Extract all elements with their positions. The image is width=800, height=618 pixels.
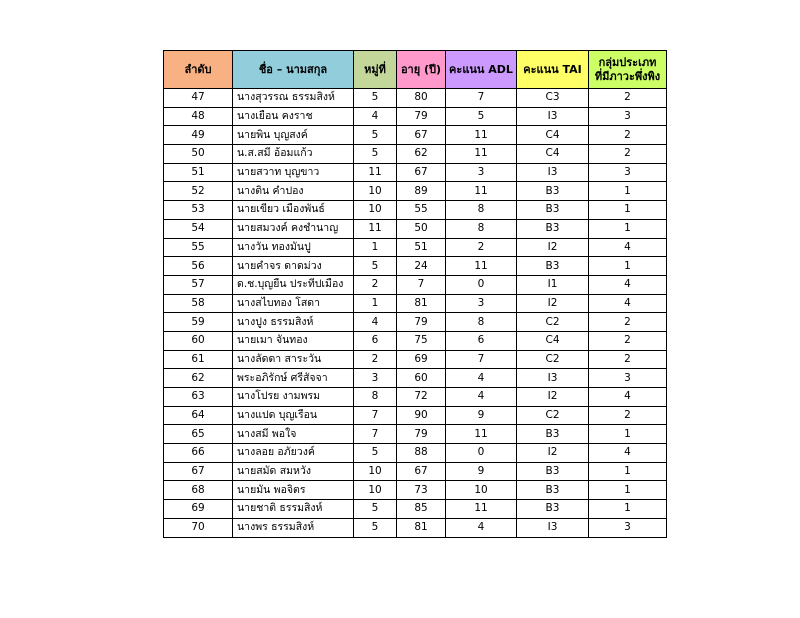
- cell-adl: 5: [446, 107, 517, 126]
- cell-group: 3: [589, 369, 667, 388]
- cell-age: 88: [397, 444, 446, 463]
- cell-name: นายเมา จันทอง: [233, 331, 354, 350]
- cell-no: 47: [164, 89, 233, 108]
- cell-age: 80: [397, 89, 446, 108]
- cell-village: 5: [354, 257, 397, 276]
- cell-name: นายพิน บุญสงค์: [233, 126, 354, 145]
- table-row: [164, 406, 667, 425]
- cell-adl: 2: [446, 238, 517, 257]
- cell-village: 5: [354, 89, 397, 108]
- cell-adl: 4: [446, 369, 517, 388]
- cell-village: 3: [354, 369, 397, 388]
- cell-tai: B3: [517, 201, 589, 220]
- cell-village: 10: [354, 182, 397, 201]
- table-row: [164, 331, 667, 350]
- table-row: [164, 238, 667, 257]
- cell-adl: 11: [446, 500, 517, 519]
- header-group-line2: ที่มีภาวะพึ่งพิง: [594, 69, 661, 83]
- cell-age: 72: [397, 388, 446, 407]
- header-row: [164, 51, 667, 89]
- table-row: [164, 425, 667, 444]
- cell-group: 2: [589, 313, 667, 332]
- cell-group: 4: [589, 388, 667, 407]
- cell-age: 67: [397, 163, 446, 182]
- table-row: [164, 518, 667, 537]
- cell-tai: C2: [517, 350, 589, 369]
- cell-name: นายคำจร ดาดม่วง: [233, 257, 354, 276]
- table-row: [164, 275, 667, 294]
- table-row: [164, 294, 667, 313]
- table-row: [164, 462, 667, 481]
- cell-name: ด.ช.บุญยืน ประทีปเมือง: [233, 275, 354, 294]
- table-row: [164, 350, 667, 369]
- cell-no: 58: [164, 294, 233, 313]
- cell-adl: 11: [446, 257, 517, 276]
- table-row: [164, 500, 667, 519]
- cell-group: 3: [589, 163, 667, 182]
- cell-no: 70: [164, 518, 233, 537]
- cell-age: 62: [397, 145, 446, 164]
- cell-no: 49: [164, 126, 233, 145]
- header-name: ชื่อ – นามสกุล: [233, 51, 354, 89]
- cell-adl: 3: [446, 294, 517, 313]
- cell-age: 89: [397, 182, 446, 201]
- cell-tai: B3: [517, 481, 589, 500]
- cell-adl: 9: [446, 406, 517, 425]
- cell-tai: B3: [517, 219, 589, 238]
- cell-group: 1: [589, 201, 667, 220]
- cell-no: 53: [164, 201, 233, 220]
- cell-age: 69: [397, 350, 446, 369]
- cell-tai: I2: [517, 388, 589, 407]
- cell-village: 5: [354, 145, 397, 164]
- table-row: [164, 257, 667, 276]
- cell-tai: B3: [517, 425, 589, 444]
- table-row: [164, 219, 667, 238]
- cell-adl: 9: [446, 462, 517, 481]
- table-row: [164, 163, 667, 182]
- cell-tai: B3: [517, 462, 589, 481]
- cell-adl: 7: [446, 350, 517, 369]
- cell-age: 55: [397, 201, 446, 220]
- table-row: [164, 388, 667, 407]
- cell-age: 73: [397, 481, 446, 500]
- cell-group: 4: [589, 444, 667, 463]
- cell-group: 2: [589, 126, 667, 145]
- cell-age: 90: [397, 406, 446, 425]
- cell-age: 79: [397, 313, 446, 332]
- cell-no: 68: [164, 481, 233, 500]
- cell-group: 1: [589, 500, 667, 519]
- cell-village: 2: [354, 350, 397, 369]
- cell-no: 69: [164, 500, 233, 519]
- cell-adl: 10: [446, 481, 517, 500]
- cell-tai: I3: [517, 107, 589, 126]
- cell-group: 2: [589, 406, 667, 425]
- cell-tai: B3: [517, 500, 589, 519]
- cell-no: 66: [164, 444, 233, 463]
- cell-group: 4: [589, 275, 667, 294]
- cell-village: 1: [354, 294, 397, 313]
- cell-age: 81: [397, 294, 446, 313]
- cell-group: 1: [589, 257, 667, 276]
- cell-adl: 4: [446, 518, 517, 537]
- cell-tai: I3: [517, 369, 589, 388]
- cell-no: 54: [164, 219, 233, 238]
- cell-group: 1: [589, 481, 667, 500]
- table-row: [164, 369, 667, 388]
- table-row: [164, 201, 667, 220]
- cell-no: 50: [164, 145, 233, 164]
- header-adl: คะแนน ADL: [446, 51, 517, 89]
- cell-village: 11: [354, 163, 397, 182]
- cell-village: 4: [354, 107, 397, 126]
- cell-adl: 8: [446, 201, 517, 220]
- table-row: [164, 444, 667, 463]
- cell-adl: 11: [446, 182, 517, 201]
- cell-name: นางโปรย งามพรม: [233, 388, 354, 407]
- cell-adl: 0: [446, 275, 517, 294]
- cell-village: 1: [354, 238, 397, 257]
- cell-group: 2: [589, 350, 667, 369]
- cell-tai: C3: [517, 89, 589, 108]
- cell-name: นายมัน พอจิตร: [233, 481, 354, 500]
- cell-name: นางวัน ทองมันปู: [233, 238, 354, 257]
- cell-group: 1: [589, 425, 667, 444]
- cell-name: นางสมี พอใจ: [233, 425, 354, 444]
- cell-age: 67: [397, 126, 446, 145]
- table-body: [164, 89, 667, 538]
- cell-name: นายสวาท บุญขาว: [233, 163, 354, 182]
- cell-name: นายสมัด สมหวัง: [233, 462, 354, 481]
- cell-age: 79: [397, 425, 446, 444]
- cell-adl: 11: [446, 126, 517, 145]
- cell-name: นายชาติ ธรรมสิงห์: [233, 500, 354, 519]
- cell-village: 11: [354, 219, 397, 238]
- header-no: ลำดับ: [164, 51, 233, 89]
- cell-name: นางลัดดา สาระวัน: [233, 350, 354, 369]
- cell-group: 1: [589, 462, 667, 481]
- cell-no: 64: [164, 406, 233, 425]
- header-tai: คะแนน TAI: [517, 51, 589, 89]
- cell-tai: B3: [517, 257, 589, 276]
- cell-tai: C2: [517, 406, 589, 425]
- cell-age: 75: [397, 331, 446, 350]
- table-row: [164, 89, 667, 108]
- cell-name: นางสุวรรณ ธรรมสิงห์: [233, 89, 354, 108]
- cell-village: 10: [354, 481, 397, 500]
- cell-name: นางพร ธรรมสิงห์: [233, 518, 354, 537]
- cell-tai: C4: [517, 145, 589, 164]
- cell-no: 55: [164, 238, 233, 257]
- cell-group: 3: [589, 518, 667, 537]
- cell-no: 67: [164, 462, 233, 481]
- cell-village: 7: [354, 425, 397, 444]
- cell-name: นางลอย อภัยวงค์: [233, 444, 354, 463]
- cell-no: 56: [164, 257, 233, 276]
- cell-village: 5: [354, 126, 397, 145]
- cell-village: 10: [354, 201, 397, 220]
- cell-group: 4: [589, 238, 667, 257]
- header-village: หมู่ที่: [354, 51, 397, 89]
- cell-name: นายสมวงค์ คงชำนาญ: [233, 219, 354, 238]
- cell-tai: I3: [517, 163, 589, 182]
- cell-name: พระอภิรักษ์ ศรีสัจจา: [233, 369, 354, 388]
- header-age: อายุ (ปี): [397, 51, 446, 89]
- cell-adl: 4: [446, 388, 517, 407]
- cell-village: 6: [354, 331, 397, 350]
- cell-group: 3: [589, 107, 667, 126]
- cell-tai: C4: [517, 331, 589, 350]
- cell-age: 85: [397, 500, 446, 519]
- cell-name: นางเยือน คงราช: [233, 107, 354, 126]
- cell-no: 60: [164, 331, 233, 350]
- cell-age: 79: [397, 107, 446, 126]
- cell-tai: C4: [517, 126, 589, 145]
- cell-village: 5: [354, 500, 397, 519]
- cell-group: 1: [589, 219, 667, 238]
- cell-adl: 11: [446, 425, 517, 444]
- table-row: [164, 182, 667, 201]
- cell-adl: 11: [446, 145, 517, 164]
- header-group: [589, 51, 667, 89]
- cell-group: 2: [589, 89, 667, 108]
- cell-village: 7: [354, 406, 397, 425]
- cell-village: 2: [354, 275, 397, 294]
- cell-village: 5: [354, 444, 397, 463]
- cell-age: 60: [397, 369, 446, 388]
- cell-adl: 7: [446, 89, 517, 108]
- cell-name: นางสไบทอง โสดา: [233, 294, 354, 313]
- cell-no: 59: [164, 313, 233, 332]
- table-row: [164, 145, 667, 164]
- cell-age: 50: [397, 219, 446, 238]
- cell-adl: 0: [446, 444, 517, 463]
- cell-age: 51: [397, 238, 446, 257]
- table-row: [164, 481, 667, 500]
- cell-village: 10: [354, 462, 397, 481]
- table-row: [164, 313, 667, 332]
- cell-age: 24: [397, 257, 446, 276]
- cell-name: นางแปด บุญเรือน: [233, 406, 354, 425]
- cell-adl: 6: [446, 331, 517, 350]
- cell-adl: 8: [446, 219, 517, 238]
- header-group-line1: กลุ่มประเภท: [598, 55, 657, 69]
- cell-age: 81: [397, 518, 446, 537]
- cell-group: 4: [589, 294, 667, 313]
- cell-adl: 8: [446, 313, 517, 332]
- cell-no: 48: [164, 107, 233, 126]
- cell-name: นางติน คำปอง: [233, 182, 354, 201]
- cell-no: 62: [164, 369, 233, 388]
- cell-village: 8: [354, 388, 397, 407]
- cell-tai: I1: [517, 275, 589, 294]
- cell-tai: C2: [517, 313, 589, 332]
- cell-name: นายเขียว เมืองพันธ์: [233, 201, 354, 220]
- table-row: [164, 107, 667, 126]
- cell-tai: I2: [517, 444, 589, 463]
- cell-no: 63: [164, 388, 233, 407]
- cell-group: 2: [589, 331, 667, 350]
- table-row: [164, 126, 667, 145]
- cell-no: 51: [164, 163, 233, 182]
- cell-age: 7: [397, 275, 446, 294]
- cell-name: นางปูง ธรรมสิงห์: [233, 313, 354, 332]
- cell-group: 2: [589, 145, 667, 164]
- cell-no: 61: [164, 350, 233, 369]
- dependency-table: [163, 50, 667, 538]
- cell-tai: B3: [517, 182, 589, 201]
- cell-age: 67: [397, 462, 446, 481]
- cell-village: 4: [354, 313, 397, 332]
- cell-tai: I3: [517, 518, 589, 537]
- cell-no: 65: [164, 425, 233, 444]
- cell-no: 52: [164, 182, 233, 201]
- cell-group: 1: [589, 182, 667, 201]
- cell-tai: I2: [517, 238, 589, 257]
- cell-adl: 3: [446, 163, 517, 182]
- cell-no: 57: [164, 275, 233, 294]
- cell-tai: I2: [517, 294, 589, 313]
- cell-name: น.ส.สมี อ้อมแก้ว: [233, 145, 354, 164]
- cell-village: 5: [354, 518, 397, 537]
